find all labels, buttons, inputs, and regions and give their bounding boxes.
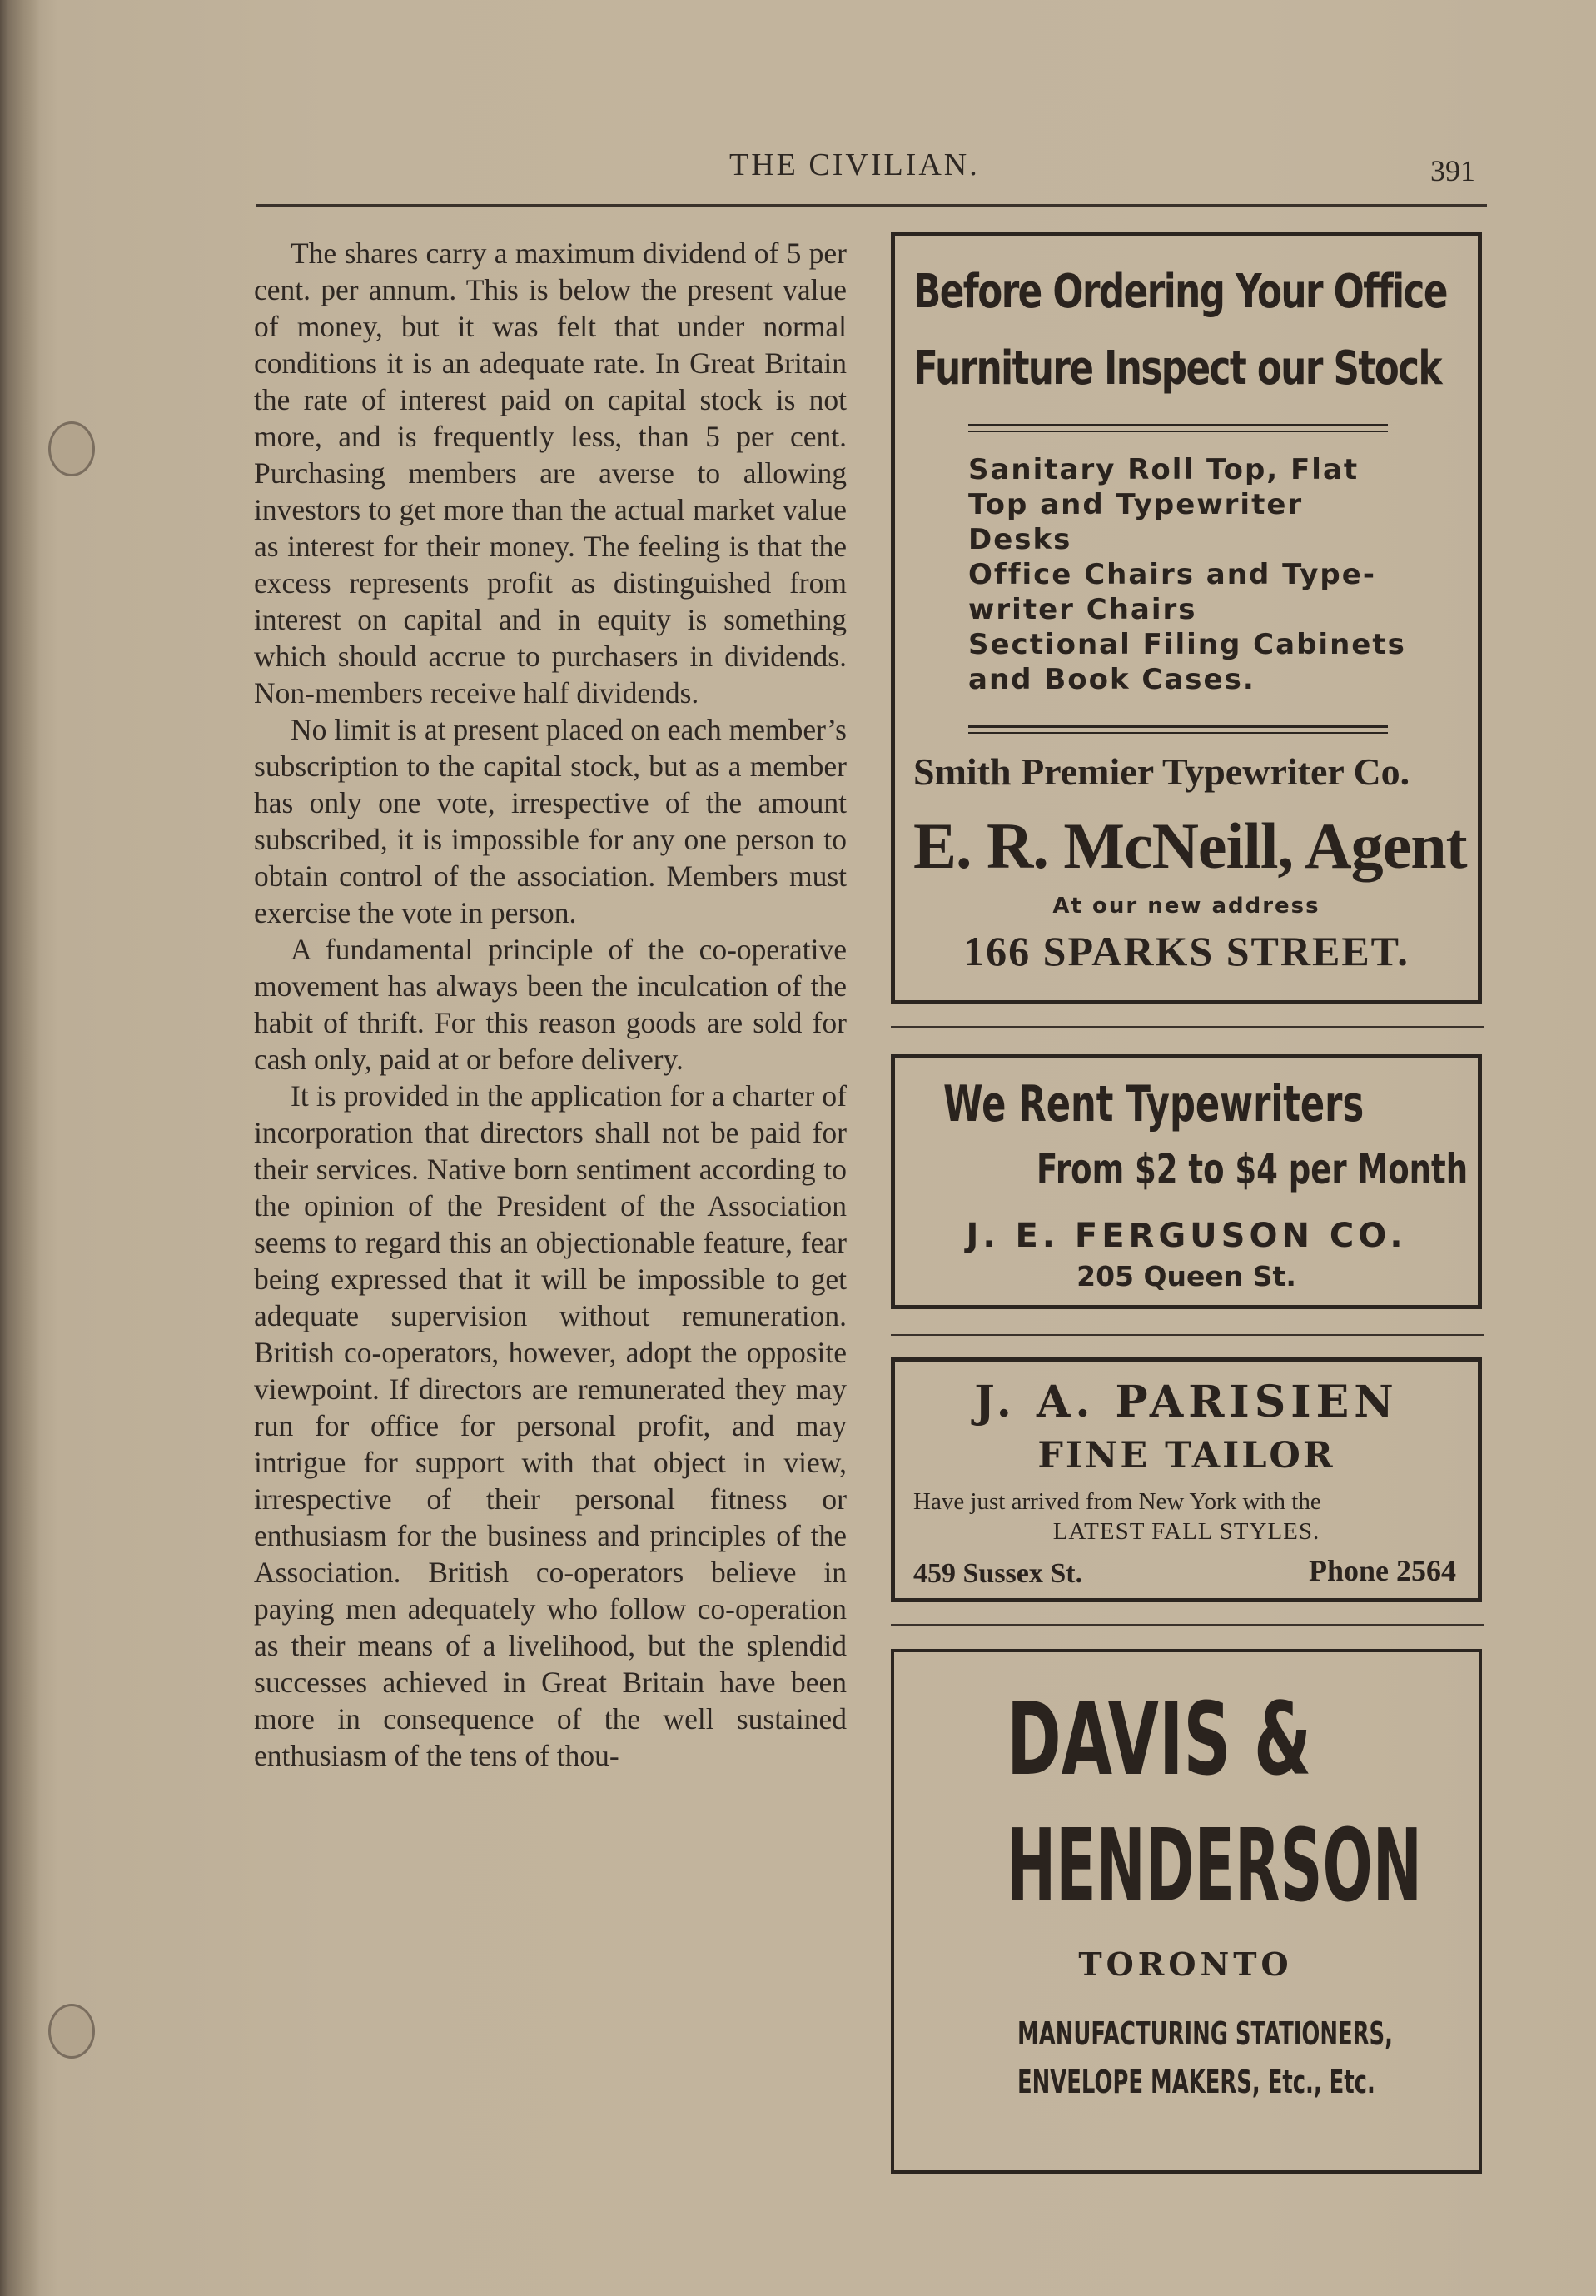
ad-phone: Phone 2564 [1308, 1554, 1456, 1587]
binding-edge [0, 0, 40, 2296]
ad-item: Top and Typewriter [968, 488, 1304, 521]
ad-item: Office Chairs and Type- [968, 558, 1376, 591]
ad-business-name: HENDERSON [1007, 1809, 1422, 1925]
ad-address-note: At our new address [1052, 894, 1320, 919]
ad-address: 166 SPARKS STREET. [963, 928, 1410, 974]
ad-separator [891, 1026, 1484, 1028]
ad-city: TORONTO [1078, 1945, 1293, 1983]
ad-address: 459 Sussex St. [913, 1558, 1083, 1589]
ad-text: LATEST FALL STYLES. [1052, 1518, 1320, 1545]
ad-services: ENVELOPE MAKERS, Etc., Etc. [1017, 2064, 1375, 2100]
ad-address: 205 Queen St. [1076, 1260, 1296, 1292]
ad-business-name: J. A. PARISIEN [974, 1377, 1399, 1427]
article-paragraph: The shares carry a maximum dividend of 5 per cent. per annum. This is below the present value of money, but it was felt that under normal conditions it is an adequate rate. In Great Britain the rate of interest paid on capital stock is not more, and is frequently less, than 5 per cent. Purchasing members are averse to allowing investors to get more than the actual market value as interest for their money. The feeling is that the excess represents profit as distinguished from interest on capital and in equity is something which should accrue to purchasers in dividends. Non-members receive half dividends. [254, 237, 847, 710]
ad-item-list [968, 452, 1406, 697]
binding-hole [48, 2004, 95, 2059]
ad-item: writer Chairs [968, 593, 1197, 626]
binding-hole [48, 421, 95, 476]
tailor-ad [891, 1357, 1482, 1602]
ad-price: From $2 to $4 per Month [1037, 1145, 1469, 1193]
ad-separator [891, 1624, 1484, 1626]
running-header: THE CIVILIAN. [729, 147, 980, 182]
stationers-ad [891, 1649, 1482, 2174]
ad-services: MANUFACTURING STATIONERS, [1017, 2015, 1393, 2052]
ad-item: Sanitary Roll Top, Flat [968, 453, 1360, 486]
ad-headline: We Rent Typewriters [943, 1075, 1365, 1133]
article-paragraph: It is provided in the application for a charter of incorporation that directors shall not be paid for their services. Native born sentiment according to the opinion of the President of the Association seems to regard this an objectionable feature, fear being expressed that it will be impossible to get adequate supervision without remuneration. British co-operators, however, adopt the opposite viewpoint. If directors are remunerated they may run for office for personal profit, and may intrigue for support with that object in view, irrespective of their personal fitness or enthusiasm for the business and principles of the Association. British co-operators believe in paying men adequately who follow co-operation as their means of a livelihood, but the splendid successes achieved in Great Britain have been more in consequence of the well sustained enthusiasm of the tens of thou- [254, 1079, 847, 1772]
ad-agent: E. R. McNeill, Agent [913, 809, 1467, 882]
typewriter-rental-ad [891, 1054, 1482, 1309]
office-furniture-ad [891, 232, 1482, 1004]
ad-company: J. E. FERGUSON CO. [966, 1217, 1407, 1255]
article-paragraph: A fundamental principle of the co-operative movement has always been the inculcation of the habit of thrift. For this reason goods are sold for cash only, paid at or before delivery. [254, 933, 847, 1076]
article-paragraph: No limit is at present placed on each member’s subscription to the capital stock, but as a member has only one vote, irrespective of the amount subscribed, it is impossible for any one person to obtain control of the association. Members must exercise the vote in person. [254, 713, 847, 929]
ad-rule [968, 725, 1388, 734]
ad-item: Sectional Filing Cabinets [968, 628, 1406, 661]
ad-business-name: DAVIS & [1007, 1682, 1312, 1798]
ad-item: Desks [968, 523, 1072, 556]
ad-company: Smith Premier Typewriter Co. [913, 750, 1410, 793]
ad-trade: FINE TAILOR [1037, 1435, 1335, 1477]
article-column [254, 235, 847, 1774]
ad-headline: Before Ordering Your Office Furniture Inspect our Stock [913, 265, 1447, 396]
ad-item: and Book Cases. [968, 663, 1255, 696]
ad-rule [968, 424, 1388, 432]
header-rule [256, 204, 1487, 207]
page-number: 391 [1430, 154, 1475, 187]
ad-separator [891, 1334, 1484, 1336]
ad-text: Have just arrived from New York with the [913, 1488, 1321, 1515]
